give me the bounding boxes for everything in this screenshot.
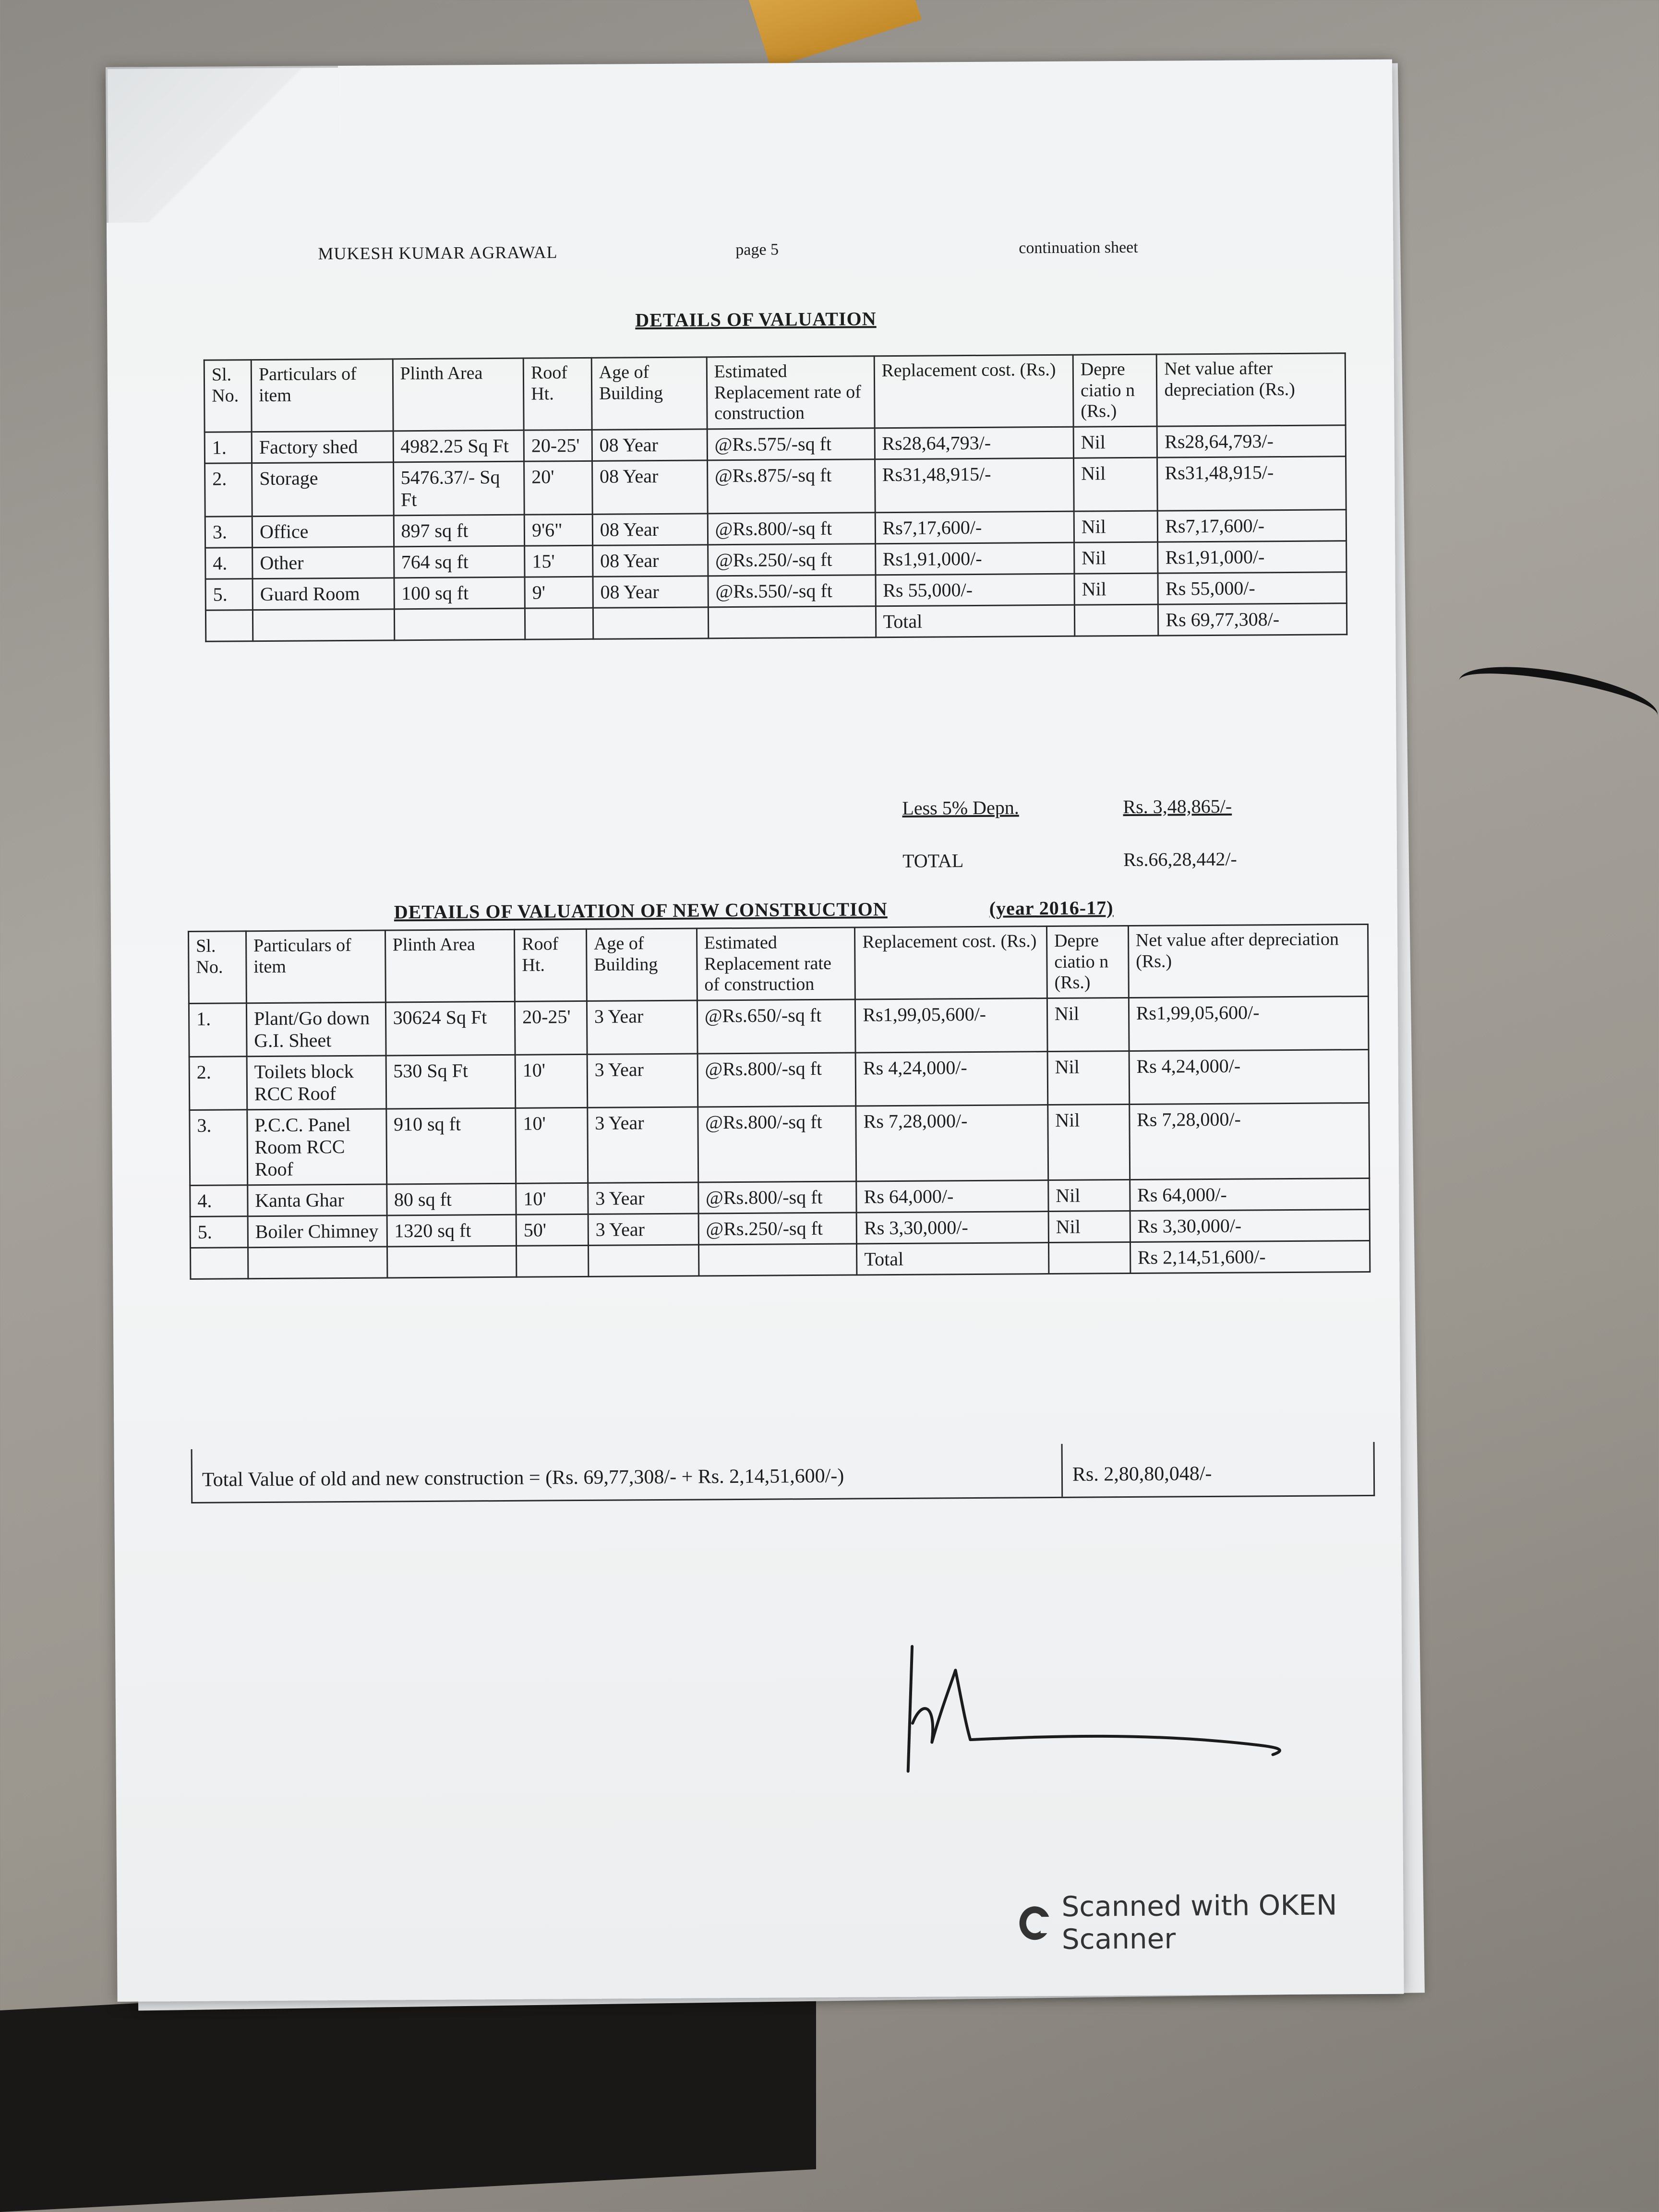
cell-age: 08 Year	[592, 460, 708, 514]
cell-roof: 10'	[516, 1183, 588, 1214]
cell-dep: Nil	[1074, 511, 1158, 542]
header-sheet-label: continuation sheet	[1019, 238, 1138, 257]
col-header: Estimated Replacement rate of construction	[707, 356, 875, 429]
cell-rate: @Rs.550/-sq ft	[708, 575, 876, 607]
cell-cost: Rs7,17,600/-	[875, 511, 1074, 544]
cell-net: Rs1,99,05,600/-	[1129, 997, 1369, 1051]
cell-net: Rs 55,000/-	[1158, 572, 1346, 604]
cell-dep: Nil	[1074, 573, 1158, 605]
valuation-table	[204, 352, 1348, 642]
cell-dep: Nil	[1073, 426, 1157, 458]
col-header: Replacement cost. (Rs.)	[874, 355, 1073, 428]
cell-area: 4982.25 Sq Ft	[393, 430, 524, 462]
cell-rate: @Rs.800/-sq ft	[708, 513, 875, 545]
cell-cost: Rs 3,30,000/-	[856, 1212, 1048, 1244]
col-header: Sl. No.	[204, 360, 252, 433]
cell-cost: Rs1,91,000/-	[875, 542, 1074, 575]
cell-dep: Nil	[1048, 1180, 1130, 1212]
cell-sl: 1.	[189, 1003, 247, 1057]
cell-roof: 20-25'	[515, 1001, 587, 1055]
cell-area: 910 sq ft	[386, 1108, 516, 1184]
cell-dep: Nil	[1047, 998, 1129, 1052]
table-row	[189, 1050, 1369, 1110]
cell-net: Rs 3,30,000/-	[1130, 1210, 1370, 1242]
net-total-label: TOTAL	[902, 850, 964, 872]
cell-roof: 50'	[516, 1214, 588, 1246]
col-header: Estimated Replacement rate of construction	[697, 927, 855, 1000]
scanner-watermark-text: Scanned with OKEN Scanner	[1061, 1888, 1337, 1956]
cell-rate: @Rs.250/-sq ft	[698, 1213, 857, 1245]
scanner-watermark	[1019, 1888, 1404, 1956]
header-author: MUKESH KUMAR AGRAWAL	[318, 242, 558, 264]
cell-sl: 2.	[205, 463, 252, 517]
col-header: Roof Ht.	[515, 929, 587, 1001]
col-header: Particulars of item	[251, 359, 393, 432]
cell-net: Rs 7,28,000/-	[1129, 1103, 1369, 1180]
cell-sl: 4.	[205, 548, 253, 579]
total-value: Rs 69,77,308/-	[1158, 603, 1347, 636]
cell-rate: @Rs.800/-sq ft	[697, 1053, 856, 1107]
header-page: page 5	[735, 240, 779, 259]
cell-dep: Nil	[1073, 457, 1157, 511]
cell-area: 30624 Sq Ft	[385, 1001, 515, 1056]
total-row	[191, 1241, 1370, 1279]
col-header: Replacement cost. (Rs.)	[855, 926, 1047, 1000]
cell-area: 897 sq ft	[394, 515, 525, 547]
cell-item: Kanta Ghar	[248, 1184, 387, 1216]
cell-cost: Rs 55,000/-	[876, 574, 1075, 606]
cell-roof: 9'	[525, 577, 593, 608]
grand-total-label: Total Value of old and new construction = (Rs. 69,77,308/- + Rs. 2,14,51,600/-)	[202, 1465, 844, 1491]
total-label: Total	[876, 605, 1075, 637]
table-header-row	[189, 924, 1369, 1003]
table-row	[205, 457, 1346, 517]
cell-item: Storage	[252, 462, 394, 517]
section2-title: DETAILS OF VALUATION OF NEW CONSTRUCTION	[394, 898, 888, 923]
cell-age: 08 Year	[592, 429, 707, 461]
col-header: Age of Building	[586, 928, 697, 1001]
cell-age: 3 Year	[588, 1182, 698, 1214]
col-header: Plinth Area	[393, 358, 524, 431]
cell-net: Rs 4,24,000/-	[1129, 1050, 1369, 1105]
col-header: Plinth Area	[385, 929, 515, 1002]
cell-cost: Rs 4,24,000/-	[855, 1052, 1047, 1106]
cell-item: Guard Room	[252, 578, 394, 610]
cell-rate: @Rs.800/-sq ft	[697, 1106, 856, 1182]
table-header-row	[204, 353, 1346, 433]
cell-roof: 9'6"	[524, 514, 592, 546]
cell-item: Factory shed	[252, 431, 393, 463]
cell-dep: Nil	[1048, 1211, 1130, 1243]
cell-rate: @Rs.250/-sq ft	[708, 544, 875, 576]
col-header: Net value after depreciation (Rs.)	[1128, 924, 1368, 998]
col-header: Depre ciatio n (Rs.)	[1073, 354, 1157, 427]
cell-area: 530 Sq Ft	[386, 1055, 516, 1109]
oken-scanner-logo-icon	[1019, 1906, 1050, 1940]
cell-dep: Nil	[1047, 1051, 1130, 1105]
cell-age: 3 Year	[587, 1000, 697, 1054]
cell-age: 3 Year	[588, 1107, 698, 1183]
cell-item: Plant/Go down G.I. Sheet	[246, 1002, 385, 1057]
net-total-value: Rs.66,28,442/-	[1123, 848, 1237, 871]
cell-item: Office	[252, 516, 394, 548]
cell-area: 1320 sq ft	[387, 1214, 517, 1247]
desk-sticky-note	[749, 0, 922, 69]
cell-cost: Rs28,64,793/-	[875, 427, 1074, 459]
cell-sl: 5.	[205, 579, 253, 611]
table-row	[189, 997, 1369, 1057]
cell-cost: Rs1,99,05,600/-	[855, 998, 1047, 1053]
cell-age: 08 Year	[593, 576, 708, 608]
cell-cost: Rs31,48,915/-	[875, 458, 1074, 513]
cell-age: 3 Year	[587, 1054, 697, 1107]
cell-net: Rs 64,000/-	[1130, 1178, 1370, 1211]
cell-roof: 20-25'	[524, 430, 592, 461]
cell-sl: 2.	[189, 1057, 247, 1110]
cell-dep: Nil	[1048, 1105, 1130, 1180]
col-header: Net value after depreciation (Rs.)	[1157, 353, 1346, 426]
col-header: Roof Ht.	[523, 358, 592, 430]
cell-age: 08 Year	[592, 545, 708, 577]
new-construction-table	[188, 924, 1370, 1280]
cell-age: 08 Year	[592, 514, 708, 545]
total-value: Rs 2,14,51,600/-	[1130, 1241, 1370, 1274]
grand-total-value: Rs. 2,80,80,048/-	[1061, 1442, 1374, 1497]
grand-total-row	[191, 1442, 1375, 1503]
cell-rate: @Rs.800/-sq ft	[698, 1181, 856, 1214]
cell-net: Rs7,17,600/-	[1158, 510, 1346, 542]
total-row	[205, 603, 1346, 642]
cell-sl: 3.	[190, 1110, 248, 1186]
cell-dep: Nil	[1074, 542, 1158, 574]
cell-sl: 1.	[204, 432, 252, 464]
desk-cable	[1455, 655, 1659, 741]
cell-item: Other	[252, 547, 394, 579]
cell-item: P.C.C. Panel Room RCC Roof	[247, 1109, 387, 1185]
cell-area: 764 sq ft	[394, 546, 525, 578]
total-label: Total	[857, 1243, 1049, 1275]
cell-area: 80 sq ft	[386, 1183, 516, 1215]
document-sheet	[106, 60, 1404, 2002]
cell-net: Rs31,48,915/-	[1157, 457, 1346, 511]
cell-rate: @Rs.650/-sq ft	[697, 999, 855, 1054]
cell-roof: 20'	[524, 461, 592, 515]
cell-item: Boiler Chimney	[248, 1215, 387, 1248]
col-header: Particulars of item	[246, 930, 385, 1003]
cell-cost: Rs 64,000/-	[856, 1180, 1048, 1213]
section1-title: DETAILS OF VALUATION	[635, 308, 877, 331]
less-depreciation-label: Less 5% Depn.	[902, 796, 1019, 819]
cell-net: Rs1,91,000/-	[1158, 541, 1346, 573]
cell-cost: Rs 7,28,000/-	[856, 1105, 1048, 1181]
signature-icon	[893, 1625, 1326, 1800]
cell-area: 100 sq ft	[394, 577, 525, 609]
cell-area: 5476.37/- Sq Ft	[393, 461, 524, 516]
cell-sl: 4.	[190, 1185, 248, 1217]
col-header: Depre ciatio n (Rs.)	[1046, 926, 1129, 998]
cell-rate: @Rs.575/-sq ft	[707, 428, 875, 460]
cell-rate: @Rs.875/-sq ft	[707, 459, 875, 514]
cell-sl: 3.	[205, 517, 252, 548]
cell-sl: 5.	[190, 1216, 248, 1248]
cell-item: Toilets block RCC Roof	[247, 1056, 386, 1110]
cell-roof: 10'	[516, 1107, 588, 1183]
col-header: Sl. No.	[189, 931, 247, 1004]
cell-age: 3 Year	[588, 1214, 698, 1245]
table-row	[190, 1103, 1370, 1186]
less-depreciation-value: Rs. 3,48,865/-	[1123, 795, 1232, 818]
cell-roof: 15'	[525, 545, 593, 577]
folded-corner	[106, 66, 339, 223]
section2-year: (year 2016-17)	[989, 897, 1114, 919]
cell-roof: 10'	[515, 1054, 588, 1108]
cell-net: Rs28,64,793/-	[1157, 425, 1346, 457]
col-header: Age of Building	[591, 357, 707, 430]
